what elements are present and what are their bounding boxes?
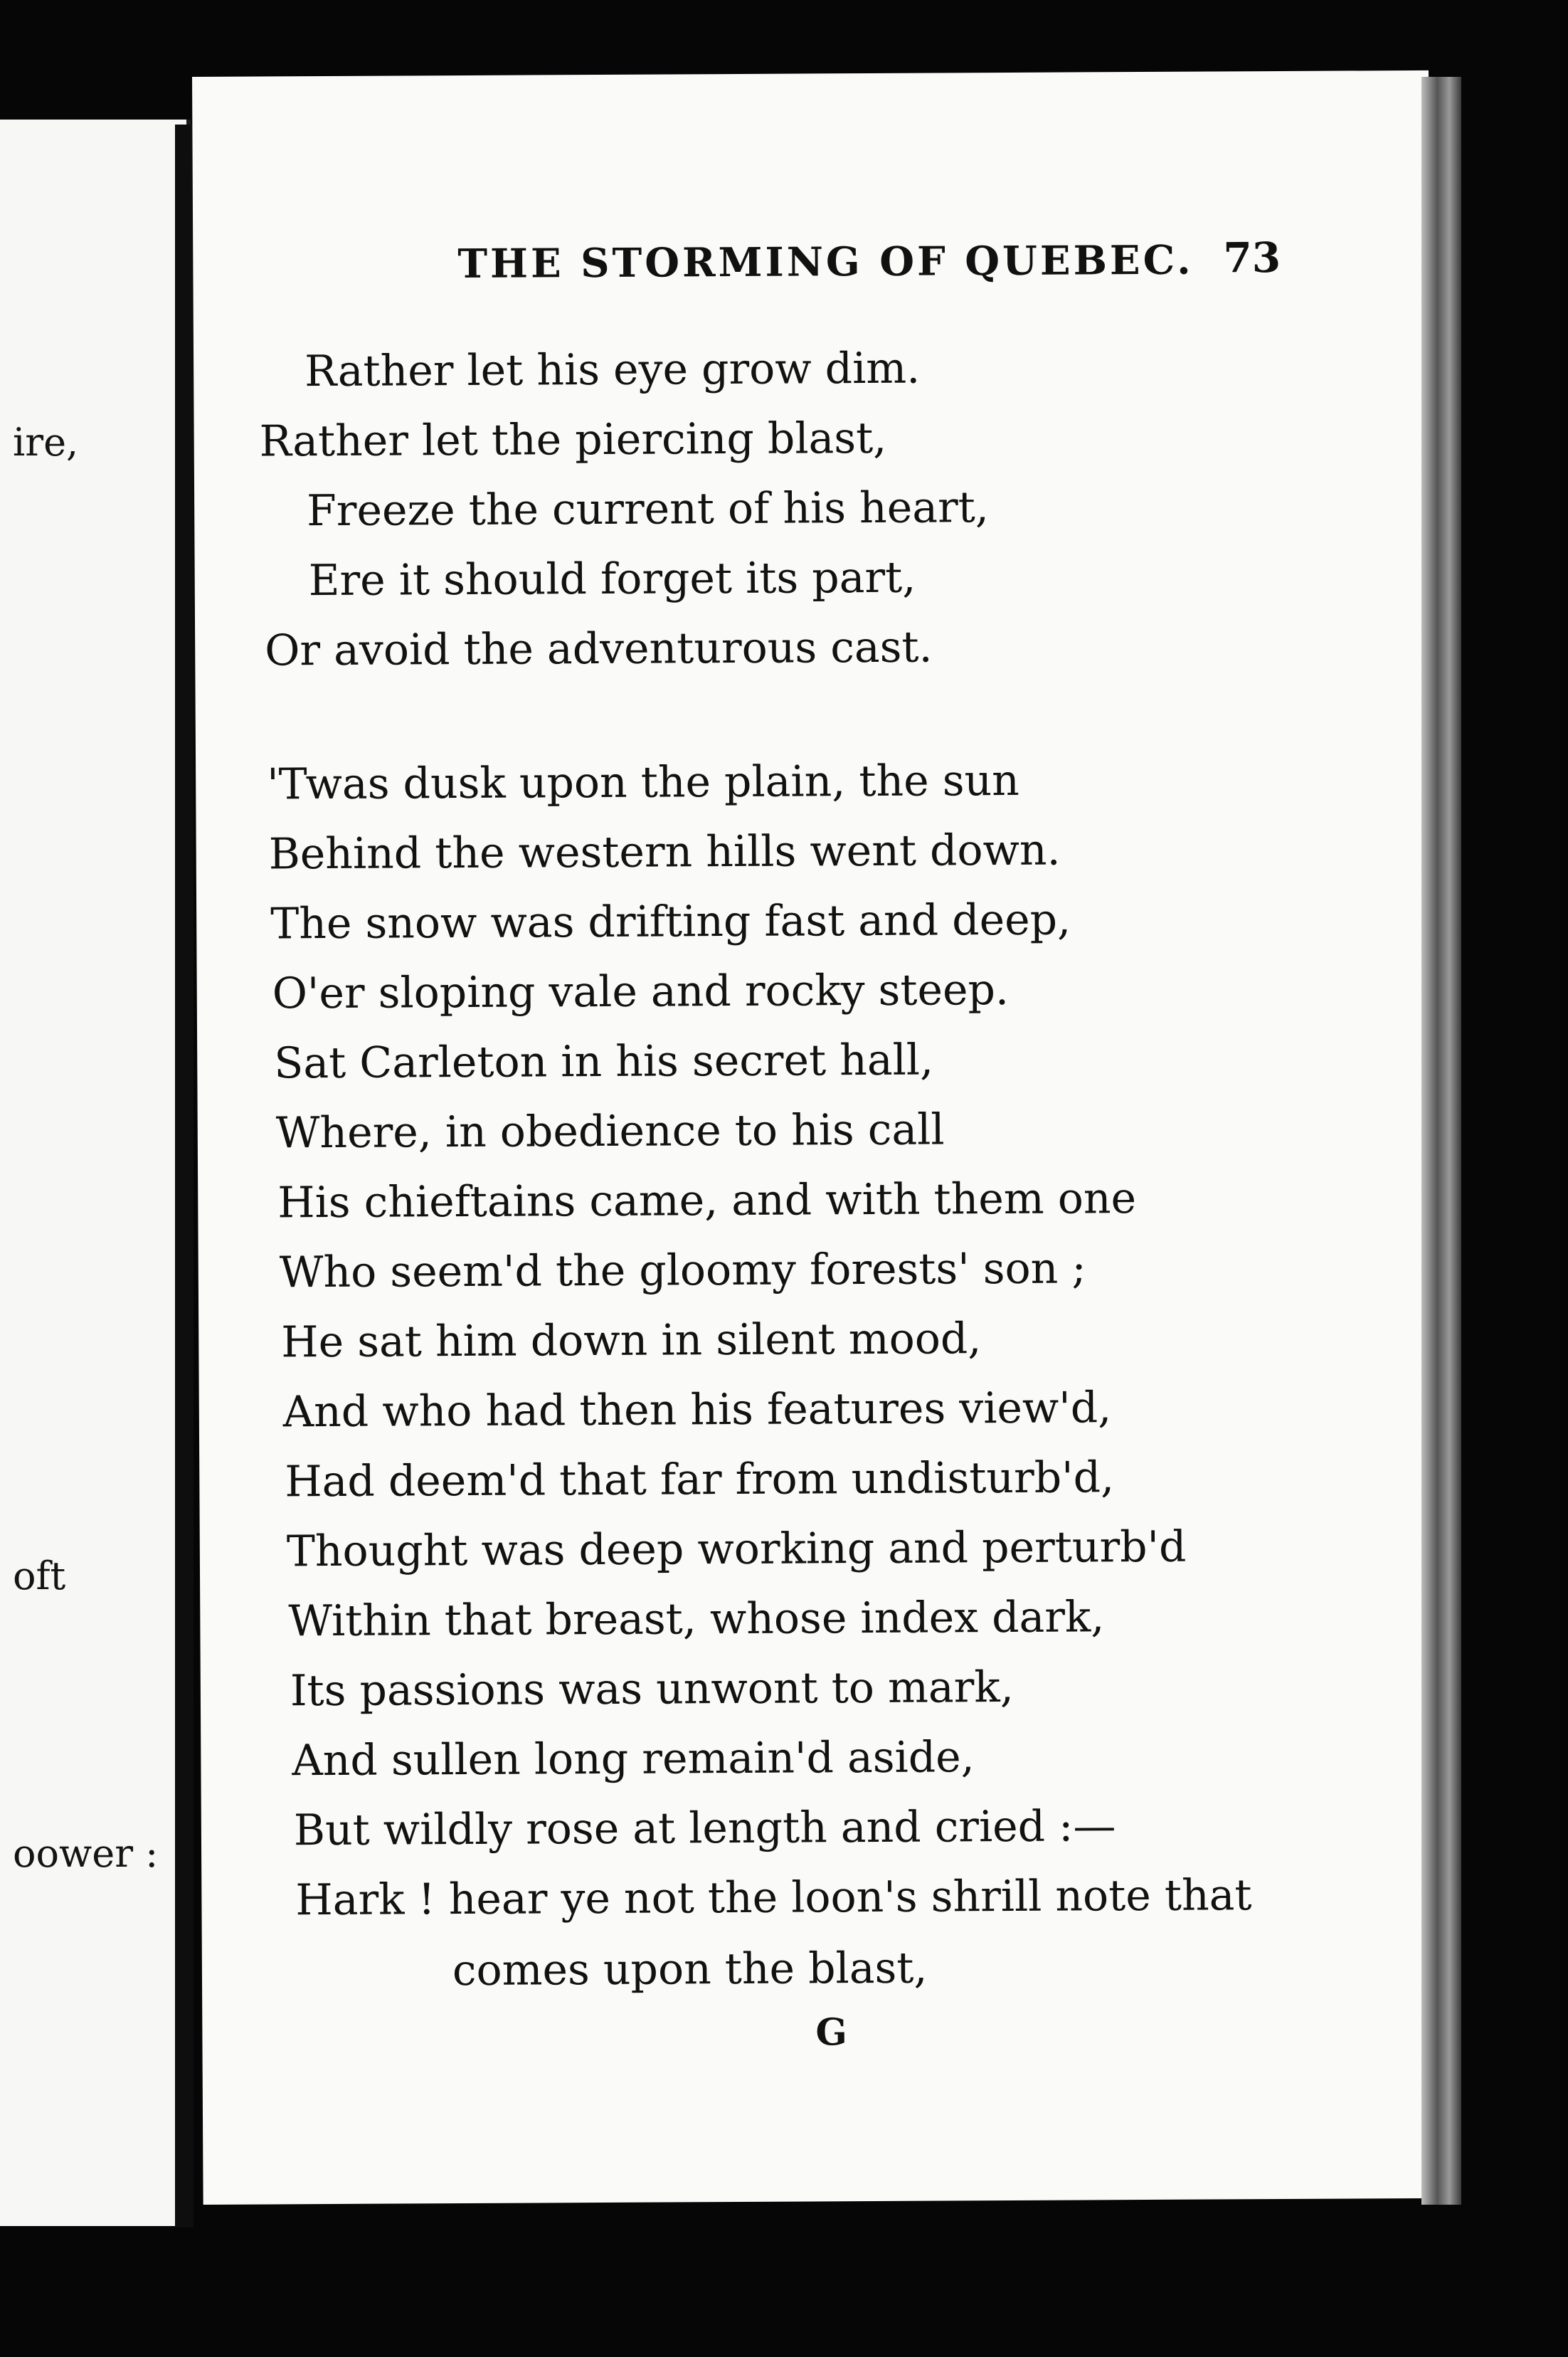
poem-line: Where, in obedience to his call <box>275 1104 945 1159</box>
poem-line: Sat Carleton in his secret hall, <box>274 1035 934 1089</box>
poem-line: O'er sloping vale and rocky steep. <box>272 965 1010 1019</box>
poem-line: Or avoid the adventurous cast. <box>265 622 933 676</box>
poem-line: Behind the western hills went down. <box>268 825 1061 880</box>
left-page-text: ire, <box>13 420 79 465</box>
poem-line: Hark ! hear ye not the loon's shrill note that <box>295 1870 1252 1926</box>
page-edge <box>1421 77 1461 2205</box>
signature-mark: G <box>815 2010 847 2055</box>
page-number: 73 <box>1223 233 1281 283</box>
poem-body <box>192 70 1440 2205</box>
left-page-text: oft <box>13 1554 66 1598</box>
poem-line: Freeze the current of his heart, <box>307 483 990 537</box>
poem-line: Rather let the piercing blast, <box>259 413 887 467</box>
poem-line: Thought was deep working and perturb'd <box>286 1522 1187 1577</box>
poem-line: But wildly rose at length and cried :— <box>293 1801 1116 1856</box>
poem-line: And who had then his features view'd, <box>282 1383 1112 1438</box>
poem-line: 'Twas dusk upon the plain, the sun <box>267 755 1020 810</box>
poem-line: Ere it should forget its part, <box>308 552 916 606</box>
poem-line: comes upon the blast, <box>452 1943 928 1996</box>
poem-line: Within that breast, whose index dark, <box>288 1592 1105 1647</box>
right-page <box>192 70 1440 2205</box>
left-page-fragment <box>0 120 191 2226</box>
poem-line: And sullen long remain'd aside, <box>292 1732 975 1786</box>
poem-line: The snow was drifting fast and deep, <box>270 895 1071 949</box>
poem-line: He sat him down in silent mood, <box>281 1314 982 1368</box>
running-head: THE STORMING OF QUEBEC. <box>457 236 1194 288</box>
poem-line: His chieftains came, and with them one <box>277 1174 1137 1228</box>
poem-line: Had deem'd that far from undisturb'd, <box>285 1452 1115 1507</box>
book-gutter <box>175 125 194 2227</box>
left-page-text: oower : <box>13 1831 159 1876</box>
poem-line: Rather let his eye grow dim. <box>304 343 921 397</box>
poem-line: Who seem'd the gloomy forests' son ; <box>279 1243 1086 1298</box>
poem-line: Its passions was unwont to mark, <box>290 1662 1014 1717</box>
